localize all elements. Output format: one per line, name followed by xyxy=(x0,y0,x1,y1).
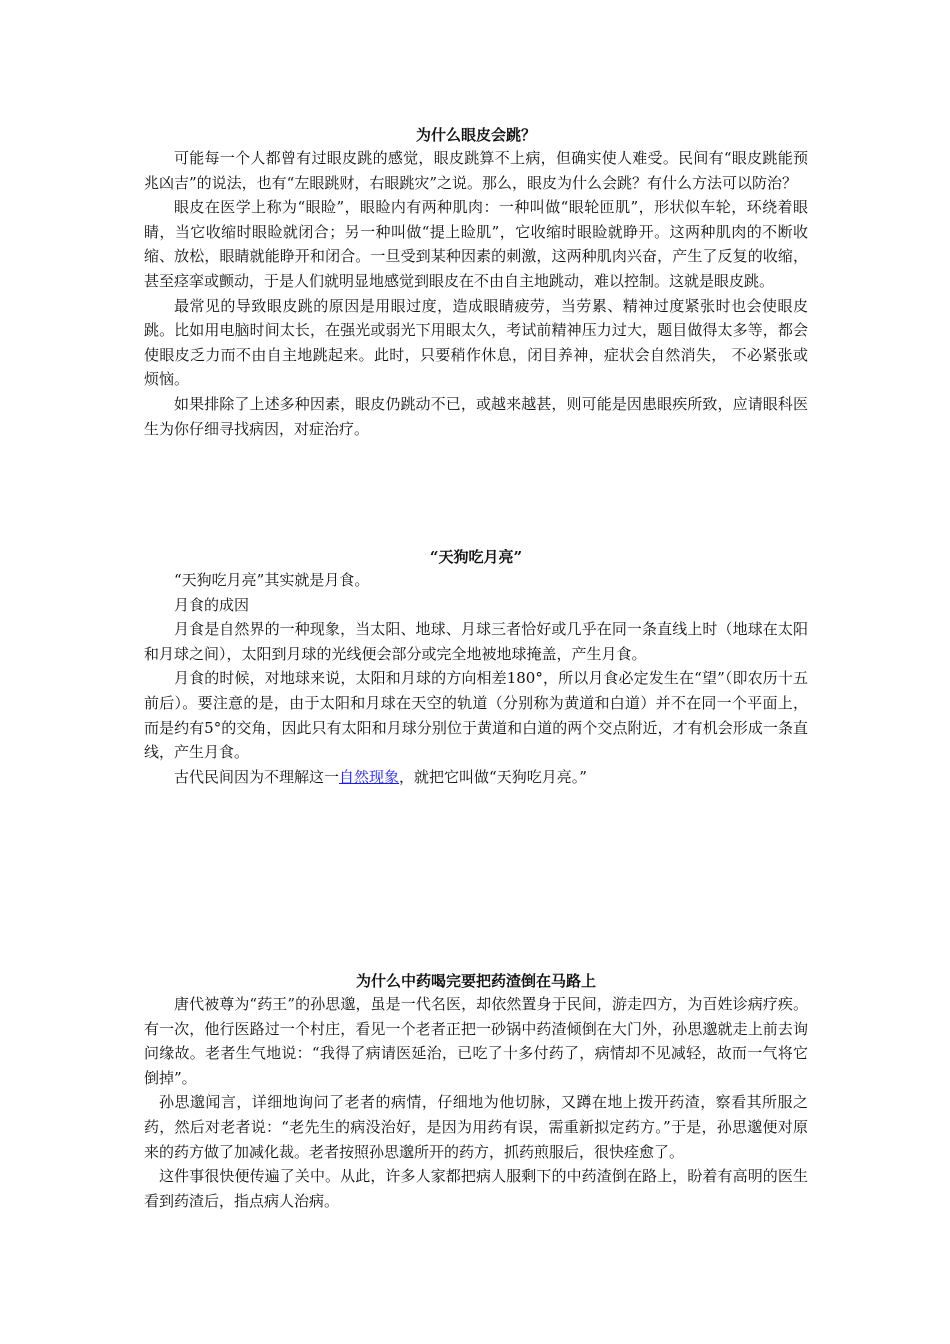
article-paragraph: 最常见的导致眼皮跳的原因是用眼过度，造成眼睛疲劳，当劳累、精神过度紧张时也会使眼皮跳。比如用电脑时间太长，在强光或弱光下用眼太久，考试前精神压力过大，题目做得太多等，都会使眼皮乏力而不由自主地跳起来。此时，只要稍作休息，闭目养神，症状会自然消失， 不必紧张或烦恼。 xyxy=(144,296,808,389)
article-herb-dregs xyxy=(144,970,808,1213)
paragraph-text: ，就把它叫做“天狗吃月亮。” xyxy=(399,767,587,786)
article-paragraph: 可能每一个人都曾有过眼皮跳的感觉，眼皮跳算不上病，但确实使人难受。民间有“眼皮跳能预兆凶吉”的说法，也有“左眼跳财，右眼跳灾”之说。那么，眼皮为什么会跳？有什么方法可以防治？ xyxy=(144,149,808,192)
article-paragraph: 月食是自然界的一种现象，当太阳、地球、月球三者恰好或几乎在同一条直线上时（地球在太阳和月球之间），太阳到月球的光线便会部分或完全地被地球掩盖，产生月食。 xyxy=(144,620,808,663)
article-paragraph: 月食的时候，对地球来说，太阳和月球的方向相差180°，所以月食必定发生在“望”（即农历十五前后）。要注意的是，由于太阳和月球在天空的轨道（分别称为黄道和白道）并不在同一个平面上，而是约有5°的交角，因此只有太阳和月球分别位于黄道和白道的两个交点附近，才有机会形成一条直线，产生月食。 xyxy=(144,669,808,762)
article-paragraph: “天狗吃月亮”其实就是月食。 xyxy=(174,571,370,589)
article-title: 为什么中药喝完要把药渣倒在马路上 xyxy=(355,972,596,990)
article-paragraph: 如果排除了上述多种因素，眼皮仍跳动不已，或越来越甚，则可能是因患眼疾所致，应请眼科医生为你仔细寻找病因，对症治疗。 xyxy=(144,394,808,438)
article-paragraph: 孙思邈闻言，详细地询问了老者的病情，仔细地为他切脉，又蹲在地上拨开药渣，察看其所服之药，然后对老者说：“老先生的病没治好，是因为用药有误，需重新拟定药方。”于是，孙思邈便对原来的药方做了加减化裁。老者按照孙思邈所开的药方，抓药煎服后，很快痊愈了。 xyxy=(144,1093,808,1161)
article-title: 为什么眼皮会跳？ xyxy=(415,126,536,144)
article-eyelid-twitch xyxy=(144,124,808,441)
article-paragraph xyxy=(144,765,808,790)
article-paragraph: 这件事很快便传遍了关中。从此，许多人家都把病人服剩下的中药渣倒在路上，盼着有高明的医生看到药渣后，指点病人治病。 xyxy=(144,1167,808,1210)
article-title: “天狗吃月亮” xyxy=(429,548,523,566)
paragraph-text: 古代民间因为不理解这一 xyxy=(174,767,340,786)
article-paragraph: 眼皮在医学上称为“眼睑”，眼睑内有两种肌肉：一种叫做“眼轮匝肌”，形状似车轮，环绕着眼睛，当它收缩时眼睑就闭合；另一种叫做“提上睑肌”，它收缩时眼睑就睁开。这两种肌肉的不断收缩、放松，眼睛就能睁开和闭合。一旦受到某种因素的刺激，这两种肌肉兴奋，产生了反复的收缩，甚至痉挛或颤动，于是人们就明显地感觉到眼皮在不由自主地跳动，难以控制。这就是眼皮跳。 xyxy=(144,198,808,290)
article-paragraph: 唐代被尊为“药王”的孙思邈，虽是一代名医，却依然置身于民间，游走四方，为百姓诊病疗疾。有一次，他行医路过一个村庄，看见一个老者正把一砂锅中药渣倾倒在大门外，孙思邈就走上前去询问缘故。老者生气地说：“我得了病请医延治，已吃了十多付药了，病情却不见减轻，故而一气将它倒掉”。 xyxy=(144,995,808,1087)
section-subheading: 月食的成因 xyxy=(174,595,250,614)
natural-phenomenon-link[interactable]: 自然现象 xyxy=(339,767,400,786)
article-lunar-eclipse xyxy=(144,546,808,789)
